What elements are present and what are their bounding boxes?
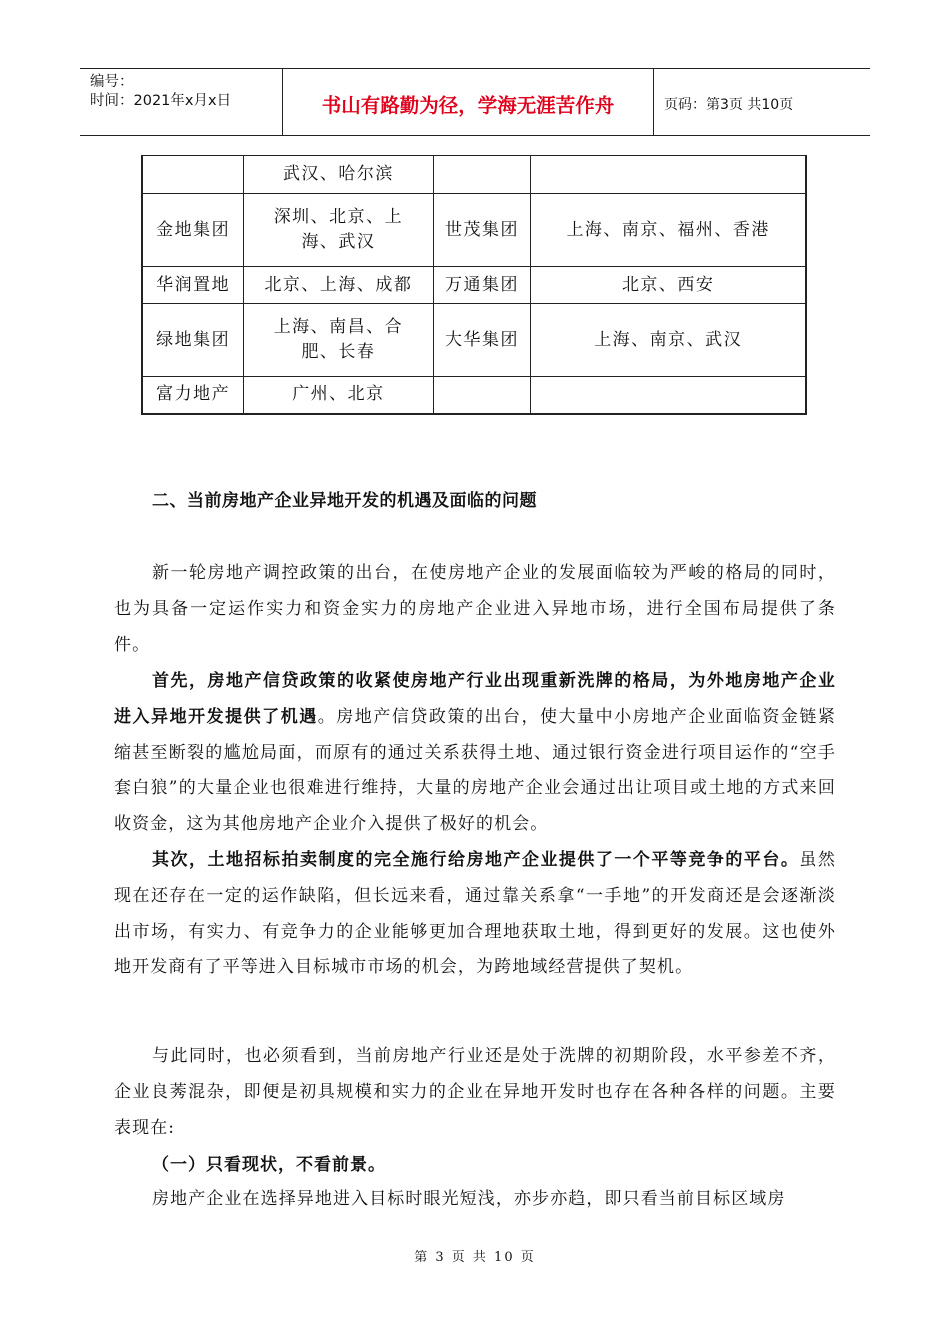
table-cell: 武汉、哈尔滨 — [244, 156, 434, 194]
paragraph-second — [114, 843, 836, 986]
table-cell: 上海、南京、武汉 — [531, 304, 806, 377]
paragraph-first-emphasis: 首先，房地产信贷政策的收紧使房地产行业出现重新洗牌的格局，为外地房地产企业进入异地开发提供了机遇 — [114, 671, 836, 727]
table-cell: 广州、北京 — [244, 377, 434, 414]
table-cell — [433, 156, 531, 194]
table-cell: 上海、南京、福州、香港 — [531, 194, 806, 267]
table-cell: 世茂集团 — [433, 194, 531, 267]
paragraph-second-emphasis: 其次，土地招标拍卖制度的完全施行给房地产企业提供了一个平等竞争的平台。 — [152, 850, 800, 870]
table-cell — [142, 156, 244, 194]
section-title: 二、当前房地产企业异地开发的机遇及面临的问题 — [152, 491, 537, 511]
table-cell: 绿地集团 — [142, 304, 244, 377]
paragraph-intro: 新一轮房地产调控政策的出台，在使房地产企业的发展面临较为严峻的格局的同时，也为具备一定运作实力和资金实力的房地产企业进入异地市场，进行全国布局提供了条件。 — [114, 563, 836, 655]
subheading-first-problem: （一）只看现状，不看前景。 — [152, 1155, 386, 1175]
table-row — [142, 377, 806, 414]
table-cell: 大华集团 — [433, 304, 531, 377]
table-row — [142, 304, 806, 377]
table-cell — [531, 377, 806, 414]
table-cell: 金地集团 — [142, 194, 244, 267]
paragraph-problems: 与此同时，也必须看到，当前房地产行业还是处于洗牌的初期阶段，水平参差不齐，企业良莠混杂，即便是初具规模和实力的企业在异地开发时也存在各种各样的问题。主要表现在: — [114, 1046, 836, 1138]
table-cell: 富力地产 — [142, 377, 244, 414]
header-page-info: 页码：第3页 共10页 — [664, 97, 794, 113]
paragraph-first-problem: 房地产企业在选择异地进入目标时眼光短浅，亦步亦趋，即只看当前目标区域房 — [152, 1189, 786, 1209]
page-header — [80, 68, 870, 136]
header-motto: 书山有路勤为径，学海无涯苦作舟 — [283, 69, 654, 135]
table-cell: 万通集团 — [433, 267, 531, 304]
company-city-table — [141, 155, 807, 415]
table-row — [142, 267, 806, 304]
paragraph-second-body: 虽然现在还存在一定的运作缺陷，但长远来看，通过靠关系拿“一手地”的开发商还是会逐渐淡出市场，有实力、有竞争力的企业能够更加合理地获取土地，得到更好的发展。这也使外地开发商有了平等进入目标城市市场的机会，为跨地域经营提供了契机。 — [114, 850, 837, 978]
table-row — [142, 194, 806, 267]
table-cell: 华润置地 — [142, 267, 244, 304]
paragraph-first — [114, 664, 836, 843]
table-cell: 上海、南昌、合肥、长春 — [244, 304, 434, 377]
table-cell — [433, 377, 531, 414]
number-label: 编号： — [90, 74, 134, 90]
table-row — [142, 156, 806, 194]
table-cell — [531, 156, 806, 194]
header-meta — [80, 69, 283, 135]
table-cell: 北京、上海、成都 — [244, 267, 434, 304]
table-cell: 北京、西安 — [531, 267, 806, 304]
table-cell: 深圳、北京、上海、武汉 — [244, 194, 434, 267]
page-footer: 第 3 页 共 10 页 — [414, 1250, 536, 1265]
date-line: 时间：2021年x月x日 — [90, 93, 232, 109]
paragraph-first-body: 。房地产信贷政策的出台，使大量中小房地产企业面临资金链紧缩甚至断裂的尴尬局面，而原有的通过关系获得土地、通过银行资金进行项目运作的“空手套白狼”的大量企业也很难进行维持，大量的房地产企业会通过出让项目或土地的方式来回收资金，这为其他房地产企业介入提供了极好的机会。 — [114, 706, 836, 835]
